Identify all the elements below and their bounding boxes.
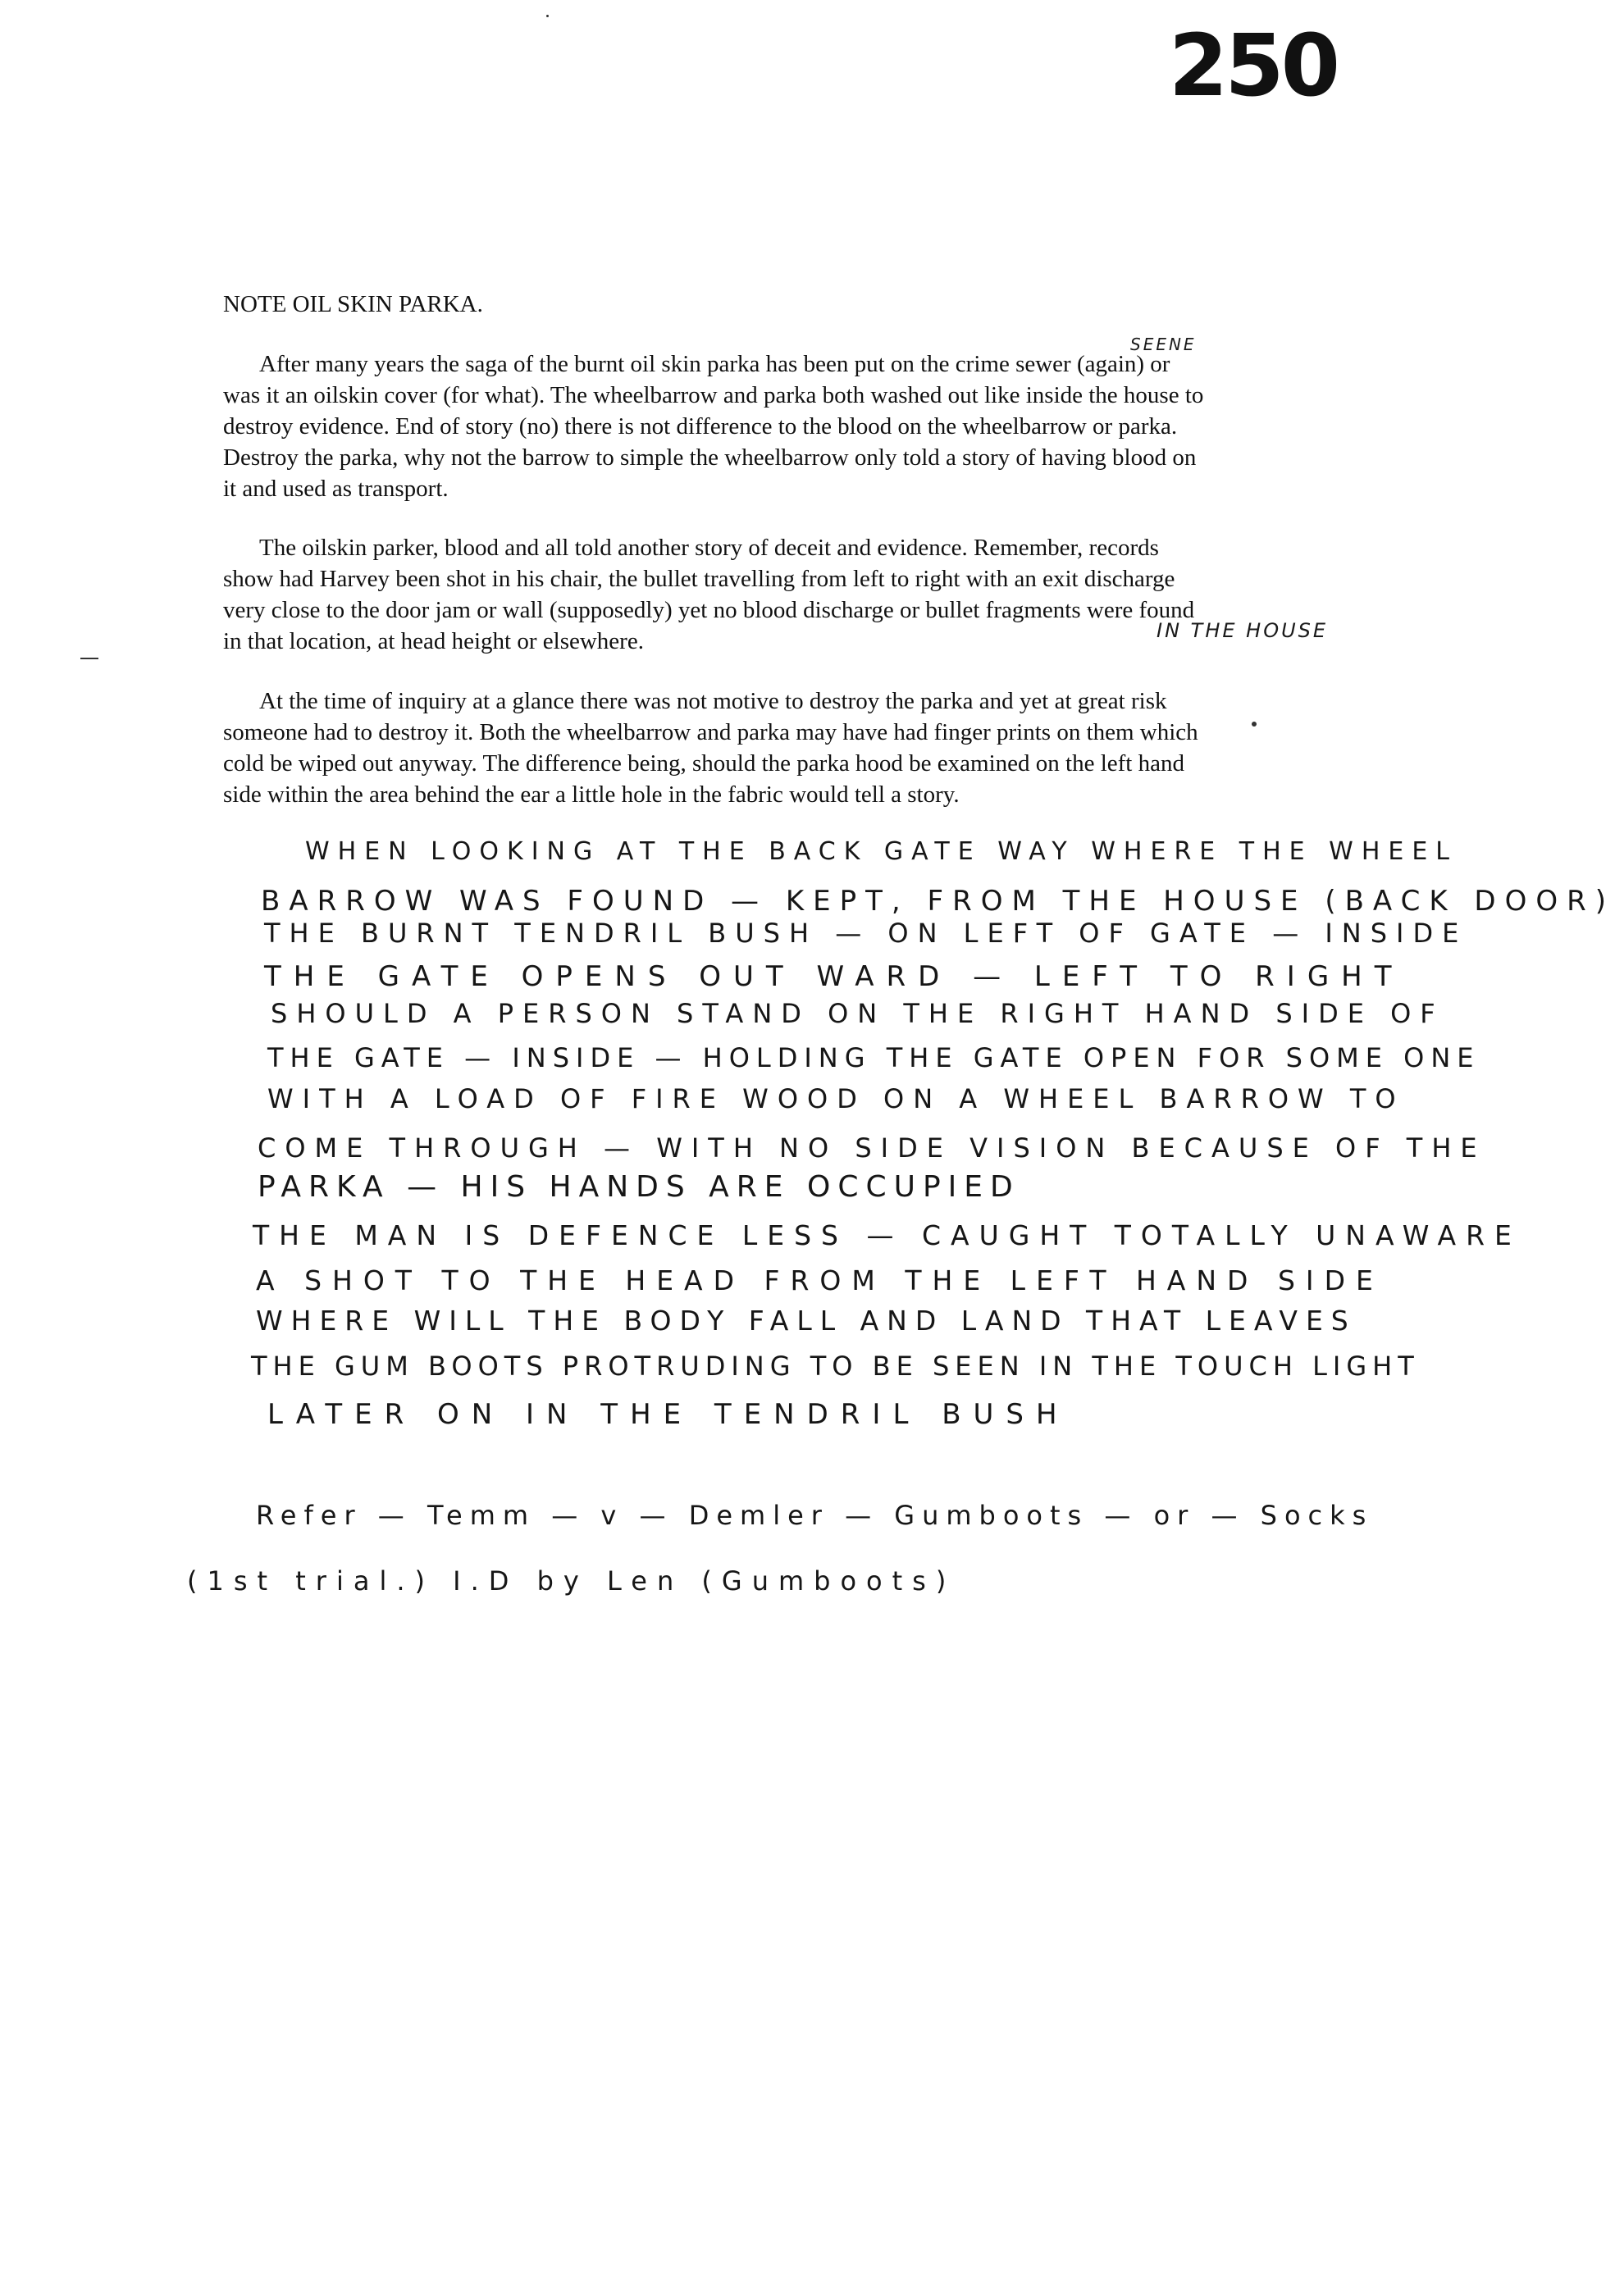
handwritten-line-9: PARKA — HIS HANDS ARE OCCUPIED <box>258 1170 1020 1204</box>
paragraph-3: At the time of inquiry at a glance there was not motive to destroy the parka and yet at great risk someone had to destroy it. Both the wheelbarrow and parka may have had finger prints on them which cold be wiped out anyway. The difference being, should the parka hood be examined on the left hand side within the area behind the ear a little hole in the fabric would tell a story. <box>223 688 1198 808</box>
scan-mark <box>546 15 549 17</box>
paragraph-2: The oilskin parker, blood and all told another story of deceit and evidence. Remember, records show had Harvey been shot in his chair, the bullet travelling from left to right with an exit discharge very close to the door jam or wall (supposedly) yet no blood discharge or bullet fragments were found in that location, at head height or elsewhere. <box>223 535 1195 654</box>
margin-note-in-the-house: IN THE HOUSE <box>1157 619 1329 642</box>
handwritten-line-4: THE GATE OPENS OUT WARD — LEFT TO RIGHT <box>264 960 1404 993</box>
handwritten-trial-line: (1st trial.) I.D by Len (Gumboots) <box>187 1565 956 1597</box>
handwritten-line-7: WITH A LOAD OF FIRE WOOD ON A WHEEL BARROW TO <box>267 1083 1405 1114</box>
scan-mark <box>80 658 98 659</box>
handwritten-line-14: LATER ON IN THE TENDRIL BUSH <box>267 1398 1070 1431</box>
handwritten-line-13: THE GUM BOOTS PROTRUDING TO BE SEEN IN THE TOUCH LIGHT <box>251 1351 1420 1382</box>
handwritten-line-5: SHOULD A PERSON STAND ON THE RIGHT HAND SIDE OF <box>271 998 1444 1029</box>
handwritten-line-12: WHERE WILL THE BODY FALL AND LAND THAT LEAVES <box>256 1305 1357 1337</box>
paragraph-1: After many years the saga of the burnt oil skin parka has been put on the crime sewer (again) or was it an oilskin cover (for what). The wheelbarrow and parka both washed out like inside the house to destroy evidence. End of story (no) there is not difference to the blood on the wheelbarrow or parka. Destroy the parka, why not the barrow to simple the wheelbarrow only told a story of having blood on it and used as transport. <box>223 351 1204 502</box>
handwritten-line-8: COME THROUGH — WITH NO SIDE VISION BECAUSE OF THE <box>258 1132 1486 1164</box>
handwritten-line-10: THE MAN IS DEFENCE LESS — CAUGHT TOTALLY UNAWARE <box>253 1219 1521 1251</box>
handwritten-line-6: THE GATE — INSIDE — HOLDING THE GATE OPEN FOR SOME ONE <box>267 1042 1480 1073</box>
handwritten-line-3: THE BURNT TENDRIL BUSH — ON LEFT OF GATE — INSIDE <box>264 918 1468 949</box>
document-heading: NOTE OIL SKIN PARKA. <box>223 291 483 317</box>
handwritten-line-11: A SHOT TO THE HEAD FROM THE LEFT HAND SIDE <box>256 1264 1384 1296</box>
handwritten-line-2: BARROW WAS FOUND — KEPT, FROM THE HOUSE (BACK DOOR) <box>261 885 1615 918</box>
margin-note-scene: SEENE <box>1130 335 1197 354</box>
scan-mark <box>1252 722 1257 727</box>
handwritten-line-1: WHEN LOOKING AT THE BACK GATE WAY WHERE THE WHEEL <box>305 837 1458 866</box>
handwritten-reference-line: Refer — Temm — v — Demler — Gumboots — or — Socks <box>256 1500 1374 1531</box>
page-number: 250 <box>1168 16 1337 116</box>
